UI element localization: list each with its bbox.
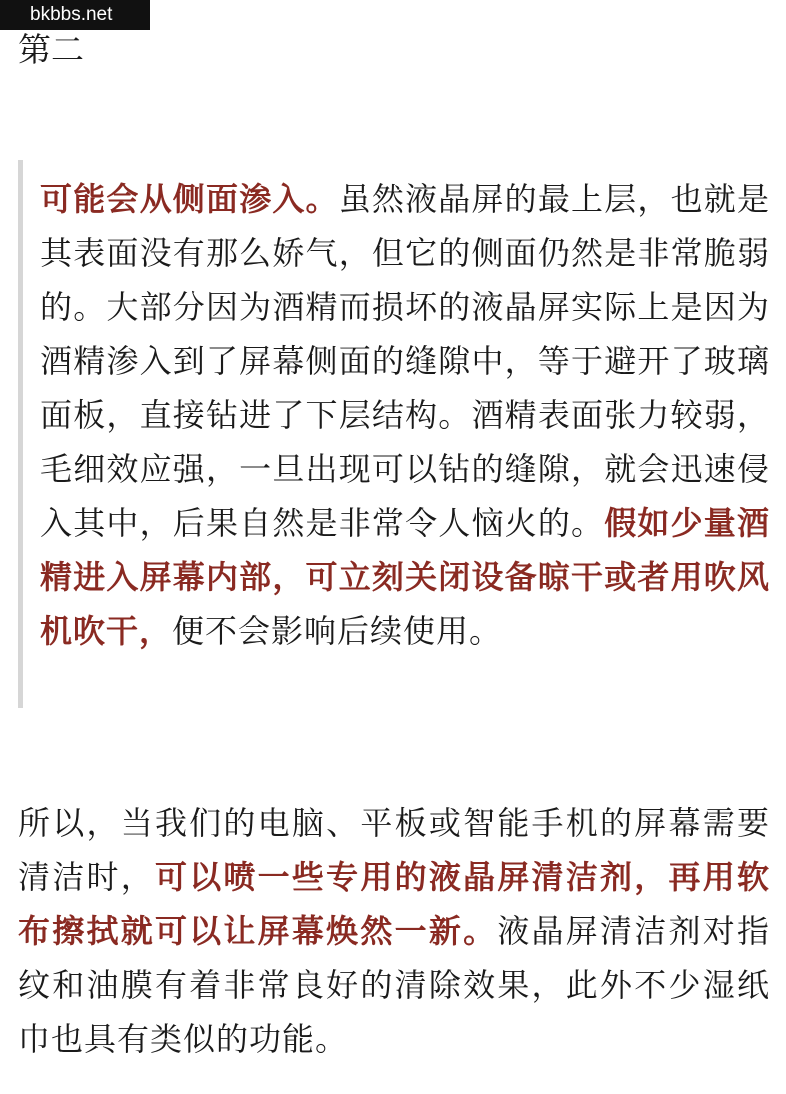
- quote-text-1: 虽然液晶屏的最上层，也就是其表面没有那么娇气，但它的侧面仍然是非常脆弱的。大部分因为酒精而损坏的液晶屏实际上是因为酒精渗入到了屏幕侧面的缝隙中，等于避开了玻璃面板，直接钻进了下层结构。酒精表面张力较弱，毛细效应强，一旦出现可以钻的缝隙，就会迅速侵入其中，后果自然是非常令人恼火的。: [40, 180, 770, 542]
- paragraph-text-1: 所以，当我们的电脑、平板或智能手机的屏幕需要清洁时，: [18, 804, 770, 896]
- quote-highlight-1: 可能会从侧面渗入。: [40, 180, 339, 218]
- quote-highlight-2: 假如少量酒精进入屏幕内部，可立刻关闭设备晾干或者用吹风机吹干，: [40, 504, 770, 650]
- section-heading: 第二: [18, 30, 84, 69]
- paragraph-text-2: 液晶屏清洁剂对指纹和油膜有着非常良好的清除效果，此外不少湿纸巾也具有类似的功能。: [18, 912, 770, 1058]
- watermark: bkbbs.net: [0, 0, 150, 30]
- paragraph-highlight-1: 可以喷一些专用的液晶屏清洁剂，再用软布擦拭就可以让屏幕焕然一新。: [18, 858, 770, 950]
- blockquote: [40, 172, 770, 658]
- quote-text-2: 便不会影响后续使用。: [172, 612, 503, 650]
- body-paragraph: [18, 796, 770, 1066]
